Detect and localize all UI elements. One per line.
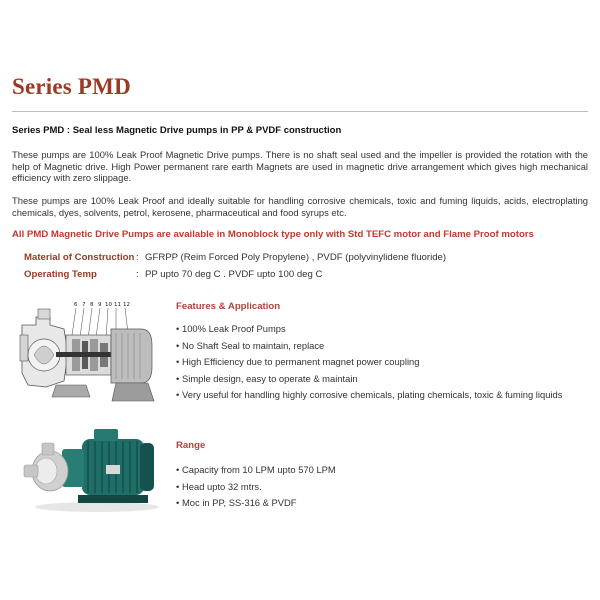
list-item-text: No Shaft Seal to maintain, replace bbox=[182, 339, 325, 351]
list-item bbox=[176, 462, 336, 479]
diagram-callout: 11 bbox=[114, 302, 121, 308]
list-item-text: Moc in PP, SS-316 & PVDF bbox=[182, 497, 297, 508]
list-item-text: Simple design, easy to operate & maintain bbox=[182, 372, 358, 384]
availability-note: All PMD Magnetic Drive Pumps are available in Monoblock type only with Std TEFC motor and Flame Proof motors bbox=[12, 229, 534, 240]
diagram-callout: 6 bbox=[74, 302, 78, 308]
diagram-callout: 12 bbox=[123, 302, 130, 308]
bullet: • bbox=[176, 464, 180, 475]
list-item bbox=[176, 495, 336, 512]
features-list bbox=[176, 321, 562, 404]
pump-cutaway-diagram bbox=[16, 295, 166, 410]
list-item-text: 100% Leak Proof Pumps bbox=[182, 323, 286, 334]
list-item-text: High Efficiency due to permanent magnet power coupling bbox=[182, 356, 420, 367]
bullet: • bbox=[176, 356, 180, 367]
list-item bbox=[176, 479, 336, 496]
list-item-text: Capacity from 10 LPM upto 570 LPM bbox=[182, 464, 336, 475]
spec-separator: : bbox=[136, 269, 139, 280]
bullet: • bbox=[176, 389, 180, 400]
bullet: • bbox=[176, 480, 180, 492]
list-item bbox=[176, 387, 562, 404]
diagram-callout: 9 bbox=[98, 302, 102, 308]
spec-label: Operating Temp bbox=[24, 269, 97, 280]
description-paragraph-1: These pumps are 100% Leak Proof Magnetic Drive pumps. There is no shaft seal used and the impeller is provided the rotation with the help of Magnetic drive. High Power permanent rare earth Magnets are used in magnetic drive arrangement which gives high mechanical efficiency with zero slippage. bbox=[12, 149, 588, 183]
page-title: Series PMD bbox=[12, 74, 131, 99]
list-item bbox=[176, 354, 562, 371]
list-item-text: Very useful for handling highly corrosive chemicals, plating chemicals, toxic & fuming liquids bbox=[182, 389, 563, 400]
pump-product-image bbox=[22, 425, 162, 515]
diagram-callout: 8 bbox=[90, 302, 94, 308]
description-paragraph-2: These pumps are 100% Leak Proof and ideally suitable for handling corrosive chemicals, toxic and fuming liquids, acids, electroplating chemicals, dyes, solvents, petrol, kerosene, pharmaceutical and food syrups etc. bbox=[12, 195, 588, 218]
spec-value: GFRPP (Reim Forced Poly Propylene) , PVDF (polyvinylidene fluoride) bbox=[145, 252, 447, 263]
features-heading: Features & Application bbox=[176, 301, 281, 312]
range-list bbox=[176, 462, 336, 512]
series-subtitle: Series PMD : Seal less Magnetic Drive pumps in PP & PVDF construction bbox=[12, 125, 342, 136]
bullet: • bbox=[176, 323, 180, 334]
bullet: • bbox=[176, 372, 180, 384]
bullet: • bbox=[176, 339, 180, 351]
spec-separator: : bbox=[136, 252, 139, 263]
title-divider bbox=[12, 111, 588, 112]
spec-label: Material of Construction bbox=[24, 252, 135, 263]
list-item-text: Head upto 32 mtrs. bbox=[182, 480, 262, 492]
spec-value: PP upto 70 deg C . PVDF upto 100 deg C bbox=[145, 269, 323, 280]
range-heading: Range bbox=[176, 440, 206, 451]
list-item bbox=[176, 321, 562, 338]
bullet: • bbox=[176, 497, 180, 508]
list-item bbox=[176, 371, 562, 388]
diagram-callout: 7 bbox=[82, 302, 86, 308]
list-item bbox=[176, 338, 562, 355]
diagram-callout: 10 bbox=[105, 302, 112, 308]
